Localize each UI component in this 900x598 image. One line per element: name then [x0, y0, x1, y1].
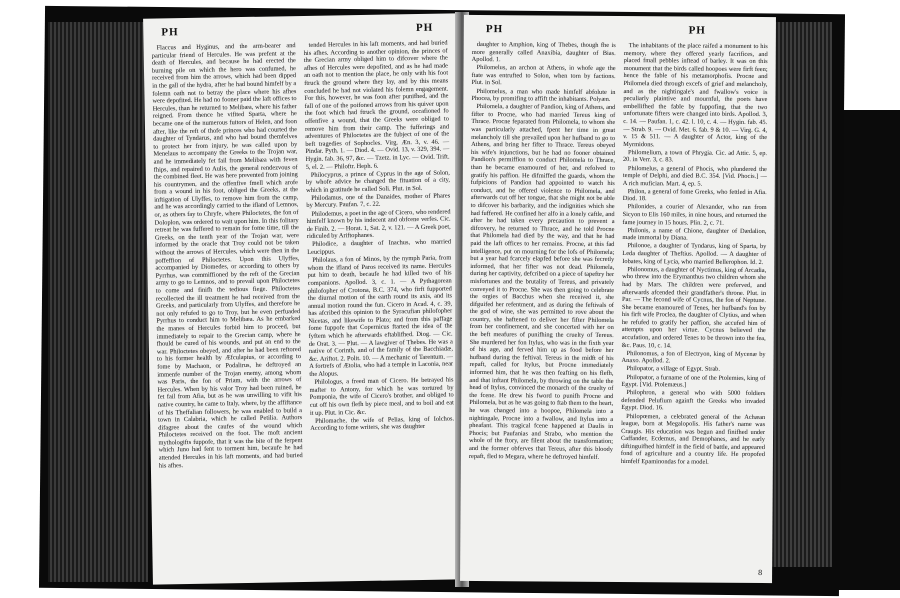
right-page [460, 15, 776, 583]
paragraph: tended Hercules in his laft moments, and had buried his afhes. According to another opinion, the princes of the Grecian army obliged him to difcover where the afhes of Hercules were depofited, and as he had made an oath not to mention the place, he only with his foot ftruck the ground where they lay, and by this means concluded he had not violated his folemn engagement. For this, however, he was foon after punifhed, and the fall of one of the poifoned arrows from his quiver upon the foot which had ftruck the ground, occafioned fo offenfive a wound, that the Greeks were obliged to remove him from their camp. The fufferings and adventures of Philoctetes are the fubject of one of the beft tragedies of Sophocles. Virg. Æn. 3, v. 46. — Pindar. Pyth. 1. — Diod. 4. — Ovid. 13, v. 329, 394. — Hygin. fab. 36, 97, &c. — Tzetz. in Lyc. — Ovid. Trift. 5, el. 2. — Philoftr. Heph. 6. [303, 39, 450, 171]
right-header-left: PH [485, 23, 504, 36]
paragraph: Philomelus, a man who made himfelf abfolute in Phocea, by promifing to affift the inhabitants. Polyæn. [471, 87, 616, 104]
paragraph: Philonomus, a daughter of Nyctimus, king of Arcadia, who threw into the Erymanthus two children whom she had by Mars. The children were preferved, and afterwards afcended their grandfather's throne. Plut. in Par. — The fecond wife of Cycnus, the fon of Neptune. She became enamoured of Tenes, her hufband's fon by his firft wife Proclea, the daughter of Clytius, and when he refufed to gratify her paffion, she accufed him of attempts upon her virtue. Cycnus believed the accufation, and ordered Tenes to be thrown into the fea, &c. Paus. 10, c. 14. [621, 265, 767, 350]
paragraph: Flaccus and Hyginus, and the arm-bearer and particular friend of Hercules. He was prefent at the death of Hercules, and because he had erected the burning pile on which the hero was confumed, he received from him the arrows, which had been dipped in the gall of the hydra, after he had bound himfelf by a folemn oath not to betray the place where his afhes were depofited. He had no fooner paid the laft offices to Hercules, than he returned to Melibæa, where his father reigned. From thence he vifited Sparta, where he became one of the numerous fuitors of Helen, and foon after, like the reft of thofe princes who had courted the daughter of Tyndarus, and who had bound themfelves to protect her from injury, he was called upon by Menelaus to accompany the Greeks to the Trojan war, and he immediately fet fail from Melibæa with feven fhips, and repaired to Aulis, the general rendezvous of the combined fleet. He was here prevented from joining his countrymen, and the offenfive fmell which arofe from a wound in his foot, obliged the Greeks, at the inftigation of Ulyffes, to remove him from the camp, and he was accordingly carried to the ifland of Lemnos, or, as others fay to Chryfe, where Philoctetes, the fon of Doloplon, was ordered to wait upon him. In this folitary retreat he was fuffered to remain for fome time, till the Greeks, on the tenth year of the Trojan war, were informed by the oracle that Troy could not be taken without the arrows of Hercules, which were then in the poffeffion of Philoctetes. Upon this Ulyffes, accompanied by Diomedes, or according to others by Pyrrhus, was commiffioned by the reft of the Grecian army to go to Lemnos, and to prevail upon Philoctetes to come and finifh the tedious fiege. Philoctetes recollected the ill treatment he had received from the Greeks, and particularly from Ulyffes, and therefore he not only refufed to go to Troy, but he even perfuaded Pyrrhus to conduct him to Melibæa. As he embarked the manes of Hercules forbid him to proceed, but immediately to repair to the Grecian camp, where he fhould be cured of his wounds, and put an end to the war. Philoctetes obeyed, and after he had been reftored to his former health by Æfculapius, or according to fome by Machaon, or Podalirus, he deftroyed an immenfe number of the Trojan enemy, among whom was Paris, the fon of Priam, with the arrows of Hercules. When by his valor Troy had been ruined, he fet fail from Afia, but as he was unwilling to vifit his native country, he came to Italy, where, by the affiftance of his Theffalian followers, he was enabled to build a town in Calabria, which he called Petilia. Authors difagree about the caufes of the wound which Philoctetes received on the foot. The moft ancient mythologifts fuppofe, that it was the bite of the ferpent which Juno had fent to torment him, becaufe he had attended Hercules in his laft moments, and had buried his afhes. [151, 42, 303, 470]
right-header-right: PH [688, 24, 706, 37]
right-column-2 [620, 42, 768, 578]
paragraph: Philon, a general of fome Greeks, who fettled in Afia. Diod. 18. [622, 187, 767, 203]
right-page-edges [772, 22, 832, 567]
paragraph: Philolaus, a fon of Minos, by the nymph Paria, from whom the ifland of Paros received its name. Hercules put him to death, becaufe he had killed two of his companions. Apollod. 3, c. 1. — A Pythagorean philofopher of Crotona, B.C. 374, who firft fupported the diurnal motion of the earth round its axis, and its annual motion round the fun. Cicero in Acad. 4, c. 39, has afcribed this opinion to the Syracufian philofopher Nicetas, and likewife to Plato; and from this paffage fome fuppofe that Copernicus ftarted the idea of the fyftem which he afterwards eftablifhed. Diog. — Cic. de Orat. 3. — Plut. — A lawgiver of Thebes. He was a native of Corinth, and of the family of the Bacchiadæ, &c. Ariftot. 2. Polit. 10. — A mechanic of Tarentum. — A fortrefs of Ætolia, who had a temple in Laconia, near the Alopus. [307, 254, 454, 378]
paragraph: Philomela, a daughter of Pandion, king of Athens, and fifter to Procne, who had married Tereus king of Thrace. Procne feparated from Philomela, to whom she was particularly attached, fpent her time in great melancholy till she prevailed upon her hufband to go to Athens, and bring her fifter to Thrace. Tereus obeyed his wife's injunctions, but he had no fooner obtained Pandion's permiffion to conduct Philomela to Thrace, than he became enamoured of her, and refolved to gratify his paffion. He difmiffed the guards, whom the fufpicions of Pandion had appointed to watch his conduct, and he offered violence to Philomela, and afterwards cut off her tongue, that she might not be able to difcover his barbarity, and the indignities which she had fuffered. He confined her alfo in a lonely caftle, and after he had taken every precaution to prevent a difcovery, he returned to Thrace, and he told Procne that Philomela had died by the way, and that he had paid the laft offices to her remains. Procne, at this fad intelligence, put on mourning for the lofs of Philomela; but a year had fcarcely elapfed before she was fecretly informed, that her fifter was not dead. Philomela, during her captivity, defcribed on a piece of tapeftry her misfortunes and the brutality of Tereus, and privately conveyed it to Procne. She was then going to celebrate the orgies of Bacchus when she received it, she difguifed her refentment, and as during the feftivals of the god of wine, she was permitted to rove about the country, she haftened to deliver her fifter Philomela from her confinement, and she concerted with her on the beft meafures of punifhing the cruelty of Tereus. She murdered her fon Itylus, who was in the fixth year of his age, and ferved him up as food before her hufband during the feftival. Tereus in the midft of his repaft, called for Itylus, but Procne immediately informed him, that he was then feafting on his flefh, and that inftant Philomela, by throwing on the table the head of Itylus, convinced the monarch of the cruelty of the fcene. He drew his fword to punifh Procne and Philomela, but as he was going to ftab them to the heart, he was changed into a hoopoe, Philomela into a nightingale, Procne into a fwallow, and Itylus into a pheafant. This tragical fcene happened at Daulis in Phocis; but Paufanias and Strabo, who mention the whole of the ftory, are filent about the transformation; and the former obferves that Tereus, after this bloody repaft, fled to Megara, where he deftroyed himfelf. [468, 103, 616, 461]
background-shadow [835, 110, 900, 590]
paragraph: Philonis, a name of Chione, daughter of Dædalion, made immortal by Diana. [622, 226, 767, 242]
paragraph: Philomache, the wife of Pelias, king of Iolchos. According to fome writers, she was daughter [310, 414, 455, 433]
left-header-right: PH [415, 21, 434, 35]
paragraph: Philonides, a courier of Alexander, who ran from Sicyon to Elis 160 miles, in nine hours, and returned the fame journey in 15 hours. Plin. 2, c. 71. [622, 203, 767, 227]
paragraph: Philopator, a furname of one of the Ptolemies, king of Egypt. [Vid. Ptolemæus.] [621, 373, 766, 389]
right-page-columns [468, 41, 768, 578]
paragraph: Philopator, a village of Egypt. Strab. [626, 365, 721, 374]
paragraph: Philodemus, a poet in the age of Cicero, who rendered himfelf known by his indecent and obfcene verfes. Cic. de Finib. 2. — Horat. 1, Sat. 2, v. 121. — A Greek poet, ridiculed by Ariftophanes. [306, 207, 451, 241]
right-column-1 [468, 41, 616, 574]
left-column-2 [304, 39, 457, 573]
paragraph: Philocyprus, a prince of Cyprus in the age of Solon, by whofe advice he changed the fituation of a city, which in gratitude he called Soli. Plut. in Sol. [305, 169, 451, 194]
left-column-1 [152, 42, 305, 576]
page-number: 8 [758, 567, 763, 578]
paragraph: Philomelus, a general of Phocis, who plundered the temple of Delphi, and died B.C. 354. [Vid. Phocis.] — A rich mufician. Mart. 4, ep. 5. [622, 164, 767, 188]
paragraph: Philomelus, an archon at Athens, in whofe age the ftate was entrufted to Solon, when torn by factions. Plut. in Sol. [471, 64, 616, 87]
paragraph: Philonoe, a daughter of Tyndarus, king of Sparta, by Leda daughter of Theftius. Apollod. — A daughter of Iobates, king of Lycia, who married Bellerophon. Id. 2. [622, 242, 767, 266]
paragraph: Philologus, a freed man of Cicero. He betrayed his mafter to Antony, for which he was tortured by Pomponia, the wife of Cicero's brother, and obliged to cut off his own flefh by piece meal, and to boil and eat it up. Plut. in Cic. &c. [309, 376, 454, 417]
left-page-edges [48, 22, 148, 582]
paragraph: Philomelium, a town of Phrygia. Cic. ad Attic. 5, ep. 20. in Verr. 3, c. 83. [622, 148, 768, 164]
paragraph: Philopœmen, a celebrated general of the Achæan league, born at Megalopolis. His father's name was Craugis. His education was begun and finifhed under Caffander, Ecdemus, and Demophanes, and he early diftinguifhed himfelf in the field of battle, and appeared fond of agriculture and a country life. He propofed himfelf Epaminondas for a model. [620, 412, 766, 466]
paragraph: Philodice, a daughter of Inachus, who married Leucippus. [307, 238, 452, 256]
paragraph: Philonomus, a fon of Electryon, king of Mycenæ by Anaxo. Apollod. 2. [621, 349, 766, 365]
right-page-header [464, 23, 776, 43]
left-header-left: PH [161, 26, 179, 39]
paragraph: Philodamus, one of the Danaides, mother of Phares by Mercury. Paufan. 7, c. 22. [306, 192, 451, 210]
left-page-columns [152, 39, 457, 576]
paragraph: The inhabitants of the place raifed a monument to his memory, where they offered yearly facrifices, and placed fmall pebbles inftead of barley. It was on this monument that the birds called hoopoes were firft feen; hence the fable of his metamorphofis. Procne and Philomela died through excefs of grief and melancholy, and as the nightingale's and fwallow's voice is peculiarly plaintive and mournful, the poets have embellifhed the fable by fuppofing, that the two unfortunate fifters were changed into birds. Apollod. 3, c. 14. — Paufan. 1, c. 42. l. 10, c. 4. — Hygin. fab. 45. — Strab. 9. — Ovid. Met. 6. fab. 9 & 10. — Virg. G. 4, v. 15 & 511. — A daughter of Actor, king of the Myrmidons. [623, 42, 768, 148]
left-page [143, 13, 465, 584]
paragraph: daughter to Amphion, king of Thebes, though fhe is more generally called Anaxibia, daughter of Bias. Apollod. 1. [471, 41, 616, 64]
paragraph: Philophron, a general who with 5000 foldiers defended Pelufium againft the Greeks who invaded Egypt. Diod. 16. [621, 389, 766, 412]
